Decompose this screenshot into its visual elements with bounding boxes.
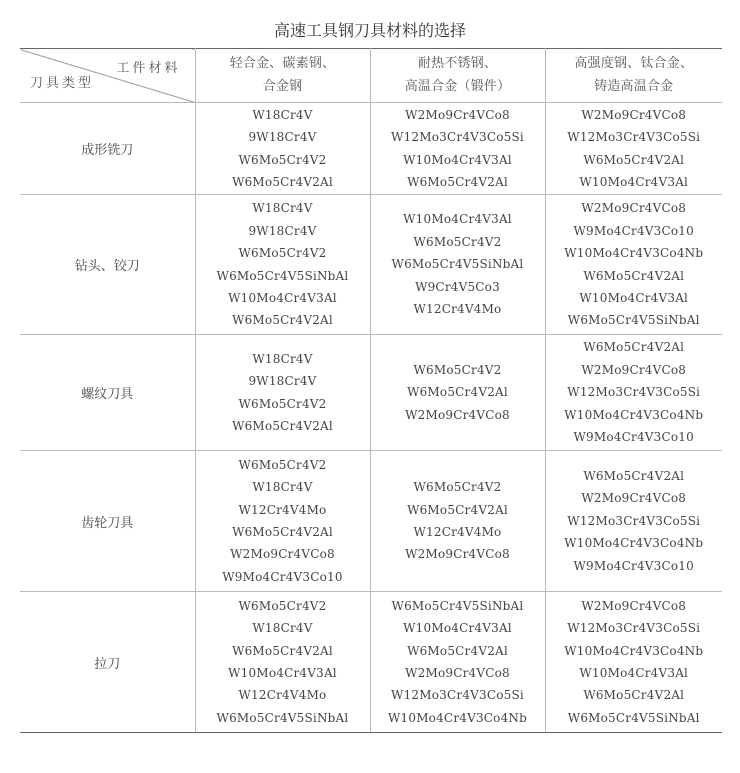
- grade-item: W6Mo5Cr4V5SiNbAl: [567, 710, 700, 725]
- grade-item: W2Mo9Cr4VCo8: [581, 107, 687, 122]
- column-header: 高强度钢、钛合金、 铸造高温合金: [545, 49, 722, 103]
- tool-type-cell: 钻头、铰刀: [20, 195, 195, 335]
- grade-item: W2Mo9Cr4VCo8: [405, 547, 510, 562]
- grade-item: W12Mo3Cr4V3Co5Si: [391, 688, 524, 703]
- grade-item: W6Mo5Cr4V2: [413, 480, 502, 495]
- grade-item: W12Mo3Cr4V3Co5Si: [567, 130, 701, 145]
- grade-item: W6Mo5Cr4V2: [238, 396, 327, 411]
- grade-item: W6Mo5Cr4V2Al: [407, 502, 508, 517]
- grade-item: W9Mo4Cr4V3Co10: [573, 558, 694, 573]
- grade-item: W18Cr4V: [252, 480, 313, 495]
- grade-item: W6Mo5Cr4V2Al: [232, 174, 333, 189]
- grade-item: W18Cr4V: [252, 201, 313, 216]
- grade-item: W6Mo5Cr4V5SiNbAl: [391, 598, 524, 613]
- grade-item: W9Mo4Cr4V3Co10: [573, 223, 694, 238]
- grade-item: W12Mo3Cr4V3Co5Si: [567, 513, 701, 528]
- header-row: [20, 49, 722, 103]
- grade-item: W6Mo5Cr4V2: [413, 234, 502, 249]
- grade-item: W10Mo4Cr4V3Al: [579, 174, 689, 189]
- grade-cell: [545, 103, 722, 195]
- page-title: 高速工具钢刀具材料的选择: [273, 21, 466, 40]
- grade-item: W2Mo9Cr4VCo8: [581, 362, 687, 377]
- grade-cell: [195, 103, 370, 195]
- grade-cell: [370, 451, 545, 592]
- grade-item: W9Mo4Cr4V3Co10: [573, 430, 694, 445]
- grade-item: W12Cr4V4Mo: [413, 302, 502, 317]
- grade-cell: [545, 335, 722, 451]
- grade-item: W6Mo5Cr4V2: [238, 598, 327, 613]
- grade-cell: [370, 103, 545, 195]
- table-row: [20, 335, 722, 451]
- grade-cell: [545, 592, 722, 733]
- table-row: [20, 195, 722, 335]
- grade-item: W6Mo5Cr4V2Al: [232, 313, 333, 328]
- grade-item: W10Mo4Cr4V3Co4Nb: [387, 710, 528, 725]
- table-row: [20, 451, 722, 592]
- grade-item: W2Mo9Cr4VCo8: [581, 598, 687, 613]
- tool-type-cell: 拉刀: [20, 592, 195, 733]
- grade-item: W6Mo5Cr4V2: [413, 362, 502, 377]
- grade-item: W6Mo5Cr4V5SiNbAl: [216, 710, 349, 725]
- grade-item: W6Mo5Cr4V2Al: [583, 688, 685, 703]
- grade-item: W2Mo9Cr4VCo8: [581, 201, 687, 216]
- grade-cell: [195, 195, 370, 335]
- grade-item: W6Mo5Cr4V2Al: [583, 152, 685, 167]
- grade-cell: [370, 195, 545, 335]
- grade-item: W12Mo3Cr4V3Co5Si: [391, 130, 524, 145]
- grade-item: W9Cr4V5Co3: [415, 279, 500, 294]
- grade-item: W9Mo4Cr4V3Co10: [222, 569, 343, 584]
- grade-item: W12Mo3Cr4V3Co5Si: [567, 621, 701, 636]
- grade-item: W2Mo9Cr4VCo8: [405, 107, 510, 122]
- grade-item: W18Cr4V: [252, 107, 313, 122]
- grade-cell: [195, 335, 370, 451]
- grade-item: W6Mo5Cr4V5SiNbAl: [391, 257, 524, 272]
- grade-item: W6Mo5Cr4V2Al: [407, 385, 508, 400]
- grade-item: 9W18Cr4V: [248, 374, 317, 389]
- grade-item: W10Mo4Cr4V3Co4Nb: [564, 407, 704, 422]
- tool-type-cell: 齿轮刀具: [20, 451, 195, 592]
- grade-item: W6Mo5Cr4V2Al: [232, 643, 333, 658]
- grade-cell: [370, 335, 545, 451]
- grade-item: W6Mo5Cr4V5SiNbAl: [567, 313, 700, 328]
- grade-item: W2Mo9Cr4VCo8: [405, 666, 510, 680]
- grade-cell: [195, 592, 370, 733]
- grade-item: W6Mo5Cr4V2Al: [407, 174, 508, 189]
- grade-item: W6Mo5Cr4V2Al: [407, 643, 508, 658]
- grade-item: W6Mo5Cr4V2Al: [583, 268, 685, 283]
- grade-item: W10Mo4Cr4V3Al: [403, 212, 512, 227]
- tool-material-table: [20, 48, 722, 733]
- workpiece-material-label: 工件材料: [116, 61, 181, 76]
- table-row: [20, 592, 722, 733]
- tool-type-cell: 螺纹刀具: [20, 335, 195, 451]
- grade-item: W12Cr4V4Mo: [413, 525, 502, 539]
- grade-item: W12Mo3Cr4V3Co5Si: [567, 385, 701, 400]
- grade-cell: [545, 195, 722, 335]
- column-header: 耐热不锈钢、 高温合金（锻件）: [370, 49, 545, 103]
- grade-item: W6Mo5Cr4V5SiNbAl: [216, 268, 349, 283]
- grade-item: W6Mo5Cr4V2: [238, 457, 327, 472]
- grade-item: W10Mo4Cr4V3Co4Nb: [564, 246, 704, 261]
- grade-cell: [370, 592, 545, 733]
- grade-item: W6Mo5Cr4V2: [238, 246, 327, 261]
- grade-item: W10Mo4Cr4V3Al: [579, 290, 689, 305]
- grade-item: W2Mo9Cr4VCo8: [581, 491, 687, 506]
- column-header: 轻合金、碳素钢、 合金钢: [195, 49, 370, 103]
- grade-item: W10Mo4Cr4V3Co4Nb: [564, 643, 704, 658]
- grade-item: W2Mo9Cr4VCo8: [405, 407, 510, 422]
- grade-item: W18Cr4V: [252, 351, 313, 366]
- grade-item: W6Mo5Cr4V2Al: [232, 525, 333, 539]
- grade-cell: [195, 451, 370, 592]
- grade-item: W12Cr4V4Mo: [238, 502, 327, 517]
- tool-type-cell: 成形铣刀: [20, 103, 195, 195]
- grade-item: W6Mo5Cr4V2: [238, 152, 327, 167]
- grade-item: 9W18Cr4V: [248, 223, 317, 238]
- grade-item: W18Cr4V: [252, 621, 313, 636]
- grade-item: W10Mo4Cr4V3Co4Nb: [564, 536, 704, 551]
- tool-type-label: 刀具类型: [30, 76, 95, 91]
- diagonal-header-cell: [20, 49, 195, 103]
- grade-item: W10Mo4Cr4V3Al: [403, 152, 512, 167]
- grade-item: W12Cr4V4Mo: [238, 688, 327, 703]
- grade-item: W10Mo4Cr4V3Al: [228, 290, 337, 305]
- grade-item: W10Mo4Cr4V3Al: [228, 666, 337, 680]
- table-row: [20, 103, 722, 195]
- grade-item: W10Mo4Cr4V3Al: [579, 666, 689, 680]
- grade-item: W10Mo4Cr4V3Al: [403, 621, 512, 636]
- grade-item: W2Mo9Cr4VCo8: [230, 547, 335, 562]
- grade-item: 9W18Cr4V: [248, 130, 317, 145]
- grade-item: W6Mo5Cr4V2Al: [583, 340, 685, 355]
- grade-item: W6Mo5Cr4V2Al: [232, 418, 333, 433]
- grade-item: W6Mo5Cr4V2Al: [583, 468, 685, 483]
- grade-cell: [545, 451, 722, 592]
